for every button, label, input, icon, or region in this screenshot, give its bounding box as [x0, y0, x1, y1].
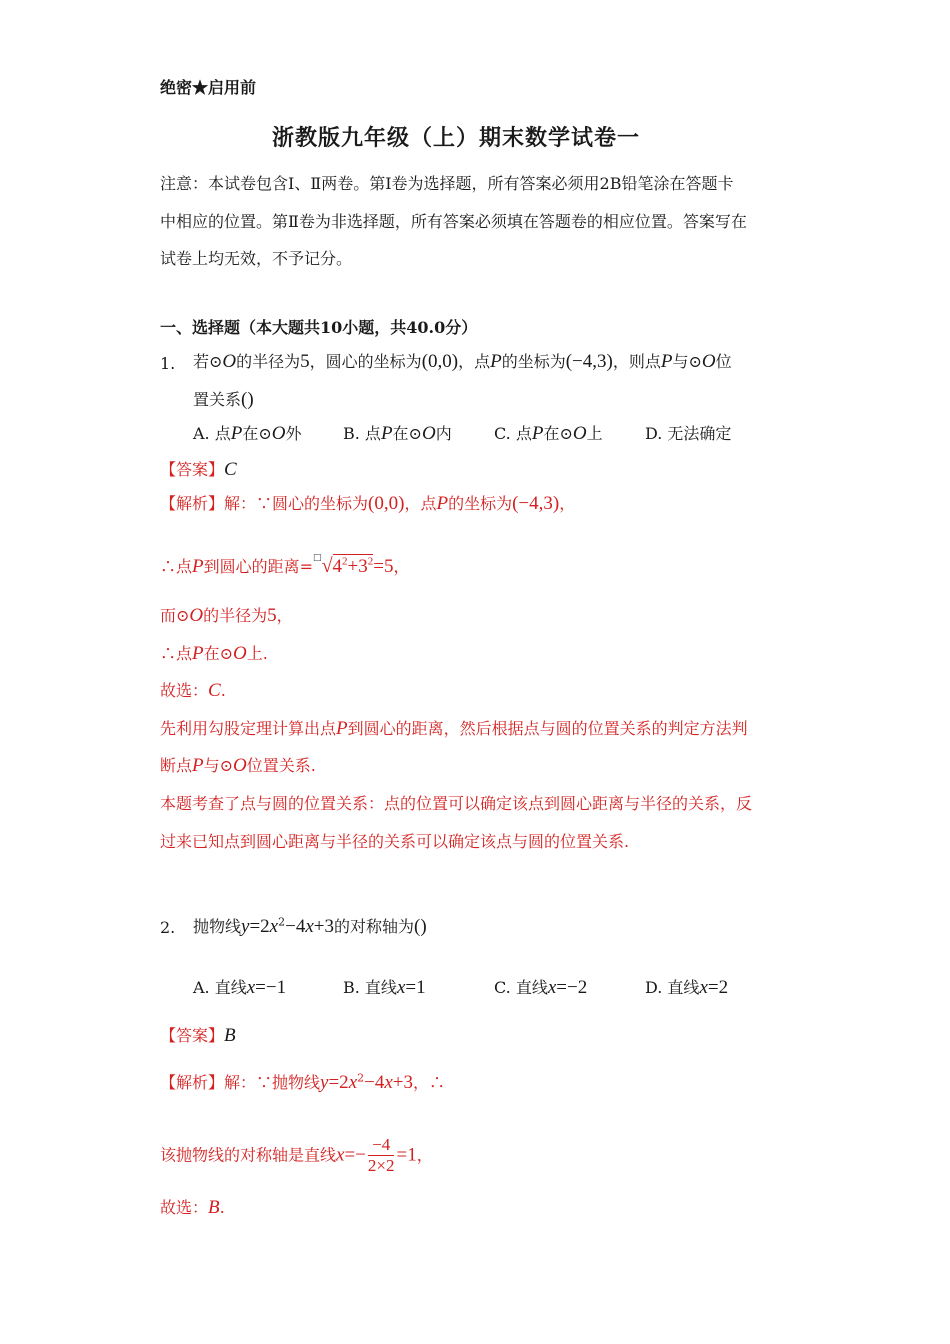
q1-analysis-line-4: ∴点P在⊙O上. [160, 643, 268, 664]
q1-analysis-line-3: 而⊙O的半径为5， [160, 605, 293, 626]
q1-option-b[interactable]: B. 点P在⊙O内 [343, 423, 452, 444]
secret-mark: 绝密★启用前 [160, 78, 257, 97]
q1-analysis-line-2: ∴点P到圆心的距离$=^□√4^2+3^2=5$， [160, 553, 410, 577]
fraction-denominator: 2×2 [367, 1156, 395, 1175]
notice-line-1: 注意：本试卷包含Ⅰ、Ⅱ两卷。第Ⅰ卷为选择题，所有答案必须用2B铅笔涂在答题卡 [160, 174, 734, 193]
q1-option-d[interactable]: D. 无法确定 [645, 424, 732, 443]
q2-option-d[interactable]: D. 直线x=2 [645, 977, 729, 998]
radicand: $4^2+3^2$ [332, 555, 374, 577]
q1-analysis-line-7: 断点P与⊙O位置关系. [160, 755, 316, 776]
q2-option-a[interactable]: A. 直线x=−1 [193, 977, 287, 998]
q1-option-c[interactable]: C. 点P在⊙O上 [494, 423, 603, 444]
section-heading: 一、选择题（本大题共10小题，共40.0分） [160, 318, 478, 337]
q1-analysis-line-9: 过来已知点到圆心距离与半径的关系可以确定该点与圆的位置关系. [160, 832, 630, 851]
question-1-number: 1. [160, 354, 176, 373]
q1-analysis-line-5: 故选：C. [160, 680, 226, 701]
question-1-stem-line-1: 若⊙O的半径为5，圆心的坐标为(0,0)，点P的坐标为(−4,3)，则点P与⊙O位 [193, 351, 732, 372]
notice-line-2: 中相应的位置。第Ⅱ卷为非选择题，所有答案必须填在答题卷的相应位置。答案写在 [160, 212, 747, 231]
page-title: 浙教版九年级（上）期末数学试卷一 [272, 125, 641, 151]
notice-line-3: 试卷上均无效，不予记分。 [160, 249, 353, 268]
q2-answer: 【答案】B [160, 1025, 236, 1046]
q2-analysis-line-1: 【解析】解：∵抛物线$y=2x^2-4x+3$，∴ [160, 1071, 446, 1093]
q1-analysis-line-1: 【解析】解：∵圆心的坐标为(0,0)，点P的坐标为(−4,3)， [160, 493, 576, 514]
q2-analysis-line-3: 故选：B. [160, 1197, 225, 1218]
q1-analysis-line-8: 本题考查了点与圆的位置关系：点的位置可以确定该点到圆心距离与半径的关系，反 [160, 794, 753, 813]
q2-option-c[interactable]: C. 直线x=−2 [494, 977, 588, 998]
q2-analysis-line-2: 该抛物线的对称轴是直线x=− $\frac{-4}{2\times 2}$ =1， [160, 1135, 433, 1175]
question-2-stem: 抛物线$y=2x^2-4x+3$的对称轴为() [193, 915, 427, 937]
radical-sign: √ [321, 555, 333, 577]
question-2-number: 2. [160, 918, 176, 937]
q1-analysis-line-6: 先利用勾股定理计算出点P到圆心的距离，然后根据点与圆的位置关系的判定方法判 [160, 718, 748, 739]
q1-answer: 【答案】C [160, 459, 237, 480]
root-index: □ [313, 553, 322, 563]
q2-option-b[interactable]: B. 直线x=1 [343, 977, 426, 998]
question-1-stem-line-2: 置关系() [193, 389, 254, 410]
fraction [368, 1135, 395, 1176]
fraction-numerator: −4 [372, 1135, 391, 1154]
q1-option-a[interactable]: A. 点P在⊙O外 [193, 423, 302, 444]
